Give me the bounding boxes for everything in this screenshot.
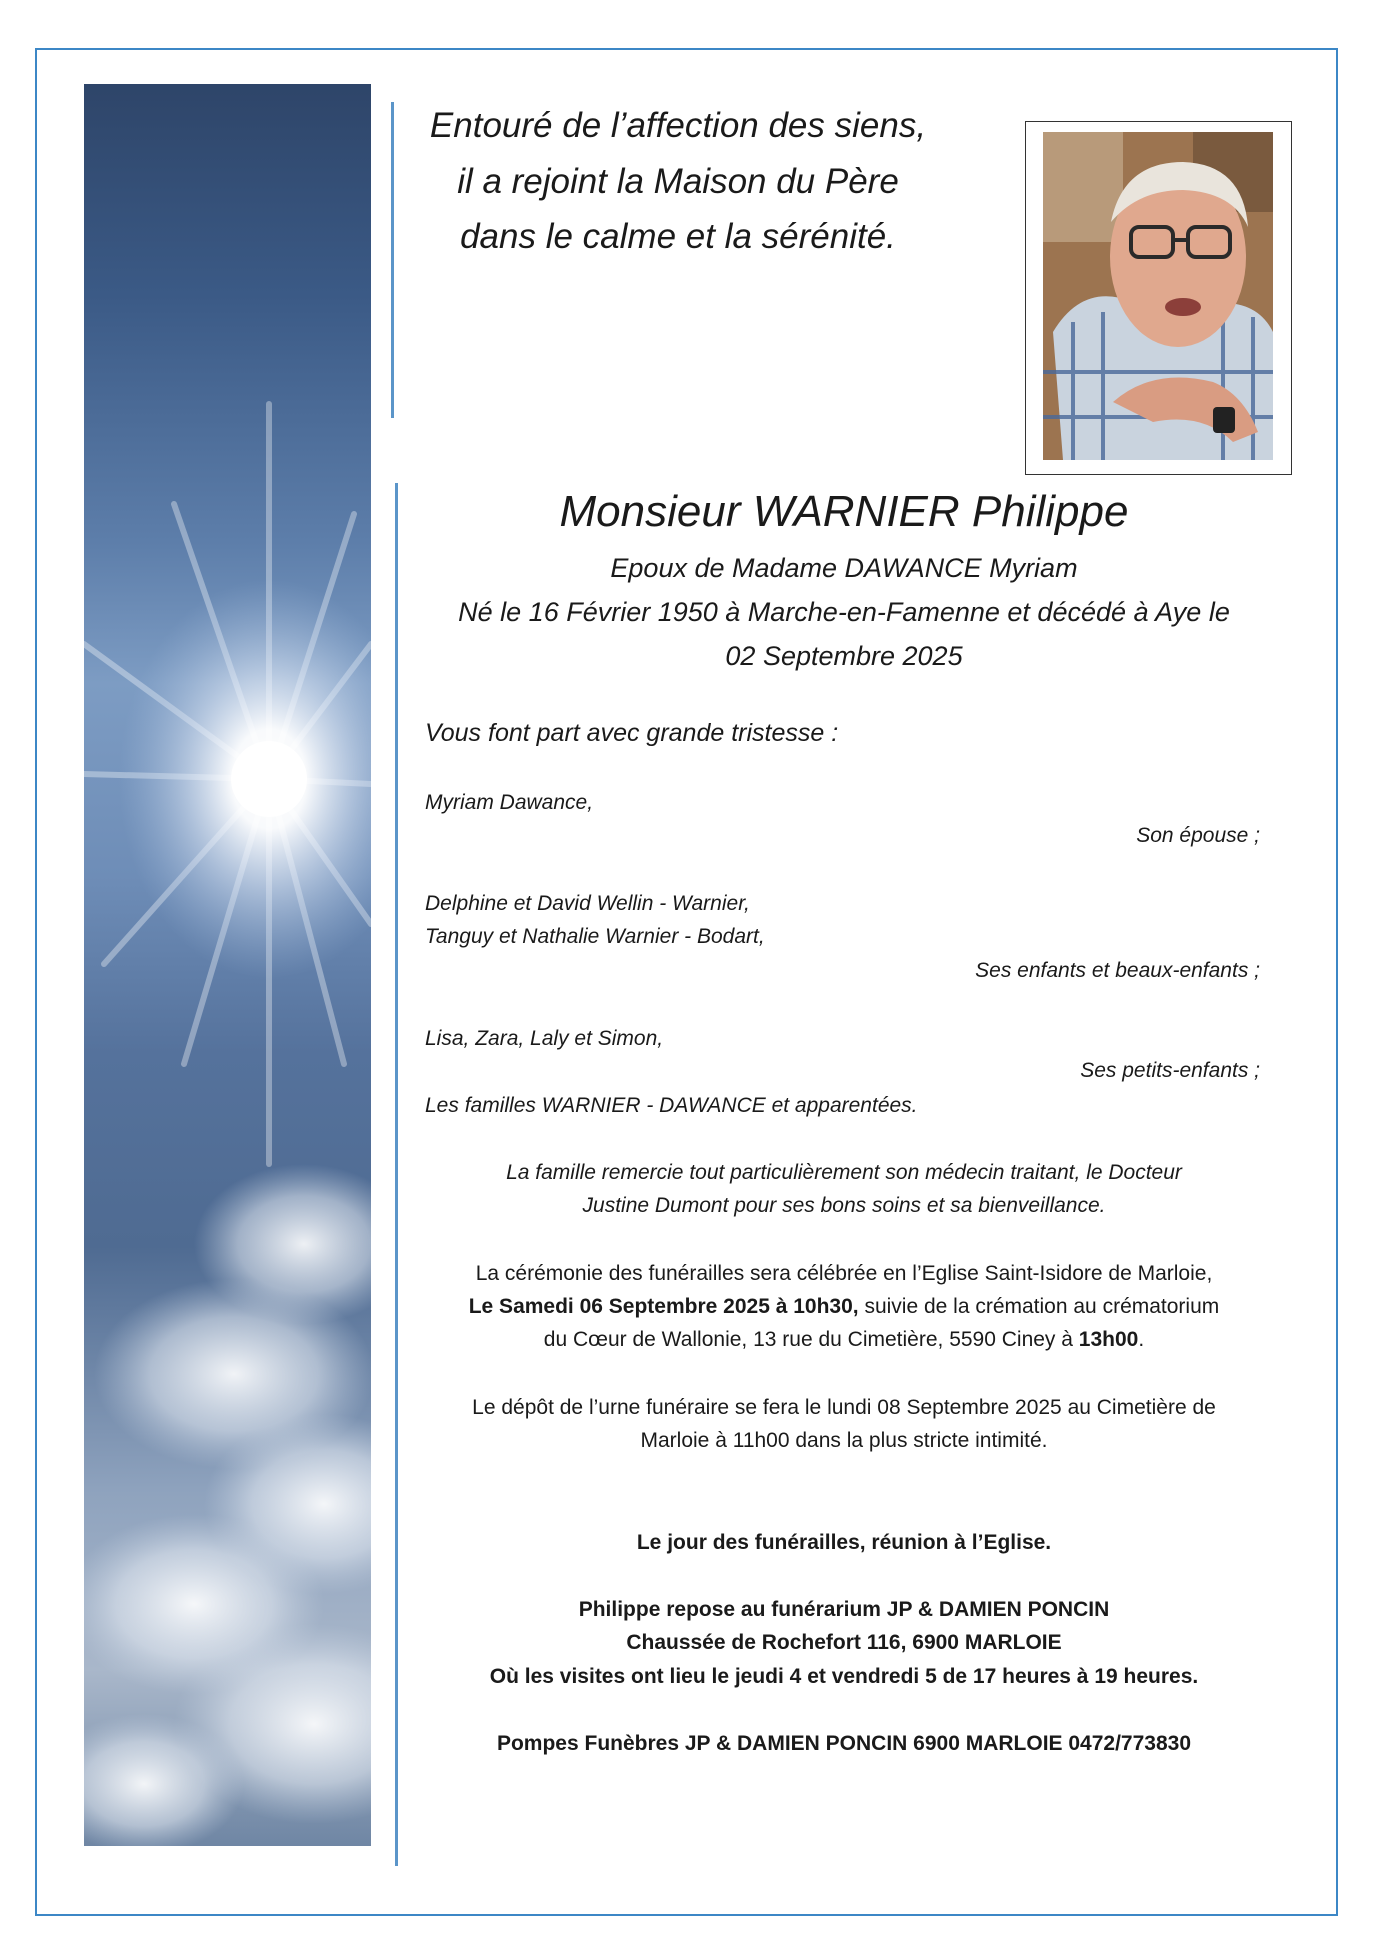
ceremony-cremation-text: suivie de la crémation au crématorium xyxy=(858,1295,1220,1318)
family-name-line: Lisa, Zara, Laly et Simon, xyxy=(425,1027,664,1050)
sky-image xyxy=(84,84,371,1846)
rest-line-3: Où les visites ont lieu le jeudi 4 et vendredi 5 de 17 heures à 19 heures. xyxy=(489,1665,1199,1688)
portrait-photo xyxy=(1043,132,1273,460)
accent-line-top xyxy=(391,102,394,418)
rest-line-2: Chaussée de Rochefort 116, 6900 MARLOIE xyxy=(626,1631,1062,1654)
ceremony-line-1: La cérémonie des funérailles sera célébrée en l’Eglise Saint-Isidore de Marloie, xyxy=(475,1262,1213,1285)
family-name-line: Myriam Dawance, xyxy=(425,791,594,814)
quote-line-2: il a rejoint la Maison du Père xyxy=(457,162,899,201)
family-name-line: Tanguy et Nathalie Warnier - Bodart, xyxy=(425,925,765,948)
reunion-line: Le jour des funérailles, réunion à l’Eglise. xyxy=(636,1531,1052,1554)
accent-line-bottom xyxy=(395,483,398,1866)
urn-line-1: Le dépôt de l’urne funéraire se fera le lundi 08 Septembre 2025 au Cimetière de xyxy=(472,1396,1216,1419)
funeral-home-line: Pompes Funèbres JP & DAMIEN PONCIN 6900 MARLOIE 0472/773830 xyxy=(496,1732,1192,1755)
deceased-name: Monsieur WARNIER Philippe xyxy=(559,487,1129,536)
rest-line-1: Philippe repose au funérarium JP & DAMIEN PONCIN xyxy=(578,1598,1110,1621)
birth-death-line-1: Né le 16 Février 1950 à Marche-en-Famenne et décédé à Aye le xyxy=(458,597,1230,627)
families-line: Les familles WARNIER - DAWANCE et apparentées. xyxy=(425,1094,918,1117)
crematorium-address: du Cœur de Wallonie, 13 rue du Cimetière, 5590 Ciney à xyxy=(543,1328,1079,1351)
family-name-line: Delphine et David Wellin - Warnier, xyxy=(425,892,750,915)
portrait-frame xyxy=(1025,121,1292,475)
quote-line-1: Entouré de l’affection des siens, xyxy=(429,106,927,145)
ceremony-line-3-end: . xyxy=(1138,1328,1145,1351)
ceremony-line-3 xyxy=(400,1327,1288,1352)
announcement-intro: Vous font part avec grande tristesse : xyxy=(425,719,839,747)
ceremony-date-time: Le Samedi 06 Septembre 2025 à 10h30, xyxy=(468,1295,859,1318)
family-relation: Son épouse ; xyxy=(1136,824,1260,847)
thanks-line-1: La famille remercie tout particulièrement son médecin traitant, le Docteur xyxy=(506,1161,1182,1184)
quote-line-3: dans le calme et la sérénité. xyxy=(460,217,896,256)
urn-line-2: Marloie à 11h00 dans la plus stricte intimité. xyxy=(640,1429,1048,1452)
family-relation: Ses enfants et beaux-enfants ; xyxy=(975,959,1260,982)
family-relation: Ses petits-enfants ; xyxy=(1080,1059,1260,1082)
thanks-line-2: Justine Dumont pour ses bons soins et sa bienveillance. xyxy=(582,1194,1106,1217)
spouse-line: Epoux de Madame DAWANCE Myriam xyxy=(610,553,1078,583)
birth-death-line-2: 02 Septembre 2025 xyxy=(725,641,963,671)
ceremony-line-2 xyxy=(400,1294,1288,1319)
cremation-time: 13h00 xyxy=(1078,1328,1139,1351)
